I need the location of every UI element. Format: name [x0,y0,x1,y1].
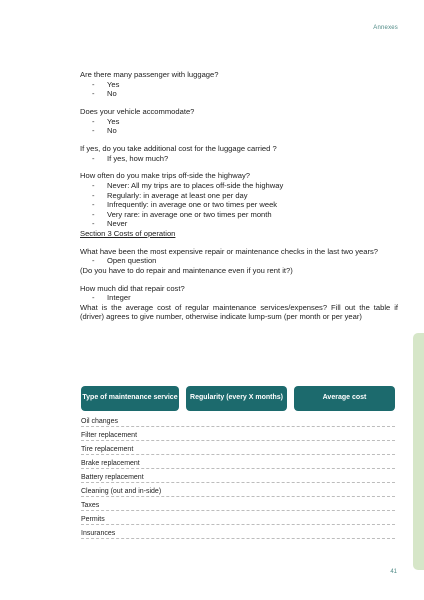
question-text: How much did that repair cost? [80,283,185,293]
question-text: What have been the most expensive repair or maintenance checks in the last two years? [80,246,379,256]
answer-option: - Integer [92,293,131,303]
answer-option: - Open question [92,256,157,266]
section-heading: Section 3 Costs of operation [80,228,176,238]
table-row: Permits [81,511,395,525]
question-text: Does your vehicle accommodate? [80,106,195,116]
answer-option: - If yes, how much? [92,153,169,163]
table-header [81,386,395,411]
question-text: What is the average cost of regular maintenance services/expenses? Fill out the table if (driver) agrees to give number, otherwise indicate lump-sum (per month or per year) [80,302,398,322]
question-block [80,70,398,99]
question-text: If yes, do you take additional cost for the luggage carried ? [80,143,277,153]
answer-option: - Regularly: in average at least one per day [92,190,248,200]
table-row: Battery replacement [81,469,395,483]
answer-option: - Never [92,219,128,229]
answer-option: - No [92,89,117,99]
answer-option: - Infrequently: in average one or two times per week [92,200,278,210]
note-text: (Do you have to do repair and maintenance even if you rent it?) [80,265,293,275]
column-header-cost: Average cost [294,386,395,411]
table-row: Brake replacement [81,455,395,469]
questionnaire-body [80,70,398,322]
column-header-type: Type of maintenance service [81,386,179,411]
page-number: 41 [390,569,397,575]
maintenance-table [81,386,395,539]
question-block [80,107,398,136]
answer-option: - No [92,126,117,136]
answer-option: - Never: All my trips are to places off-side the highway [92,180,284,190]
running-header: Annexes [373,25,398,31]
question-block [80,284,398,303]
table-row: Filter replacement [81,427,395,441]
answer-option: - Yes [92,116,120,126]
question-block [80,247,398,266]
answer-option: - Yes [92,79,120,89]
table-row: Cleaning (out and in-side) [81,483,395,497]
column-header-regularity: Regularity (every X months) [186,386,287,411]
question-text: How often do you make trips off-side the highway? [80,171,250,181]
question-block [80,144,398,163]
answer-option: - Very rare: in average one or two times per month [92,209,272,219]
table-row: Tire replacement [81,441,395,455]
question-text: Are there many passenger with luggage? [80,70,219,79]
table-row: Oil changes [81,413,395,427]
table-row: Taxes [81,497,395,511]
side-tab-decoration [413,333,424,570]
table-row: Insurances [81,525,395,539]
question-block [80,171,398,229]
